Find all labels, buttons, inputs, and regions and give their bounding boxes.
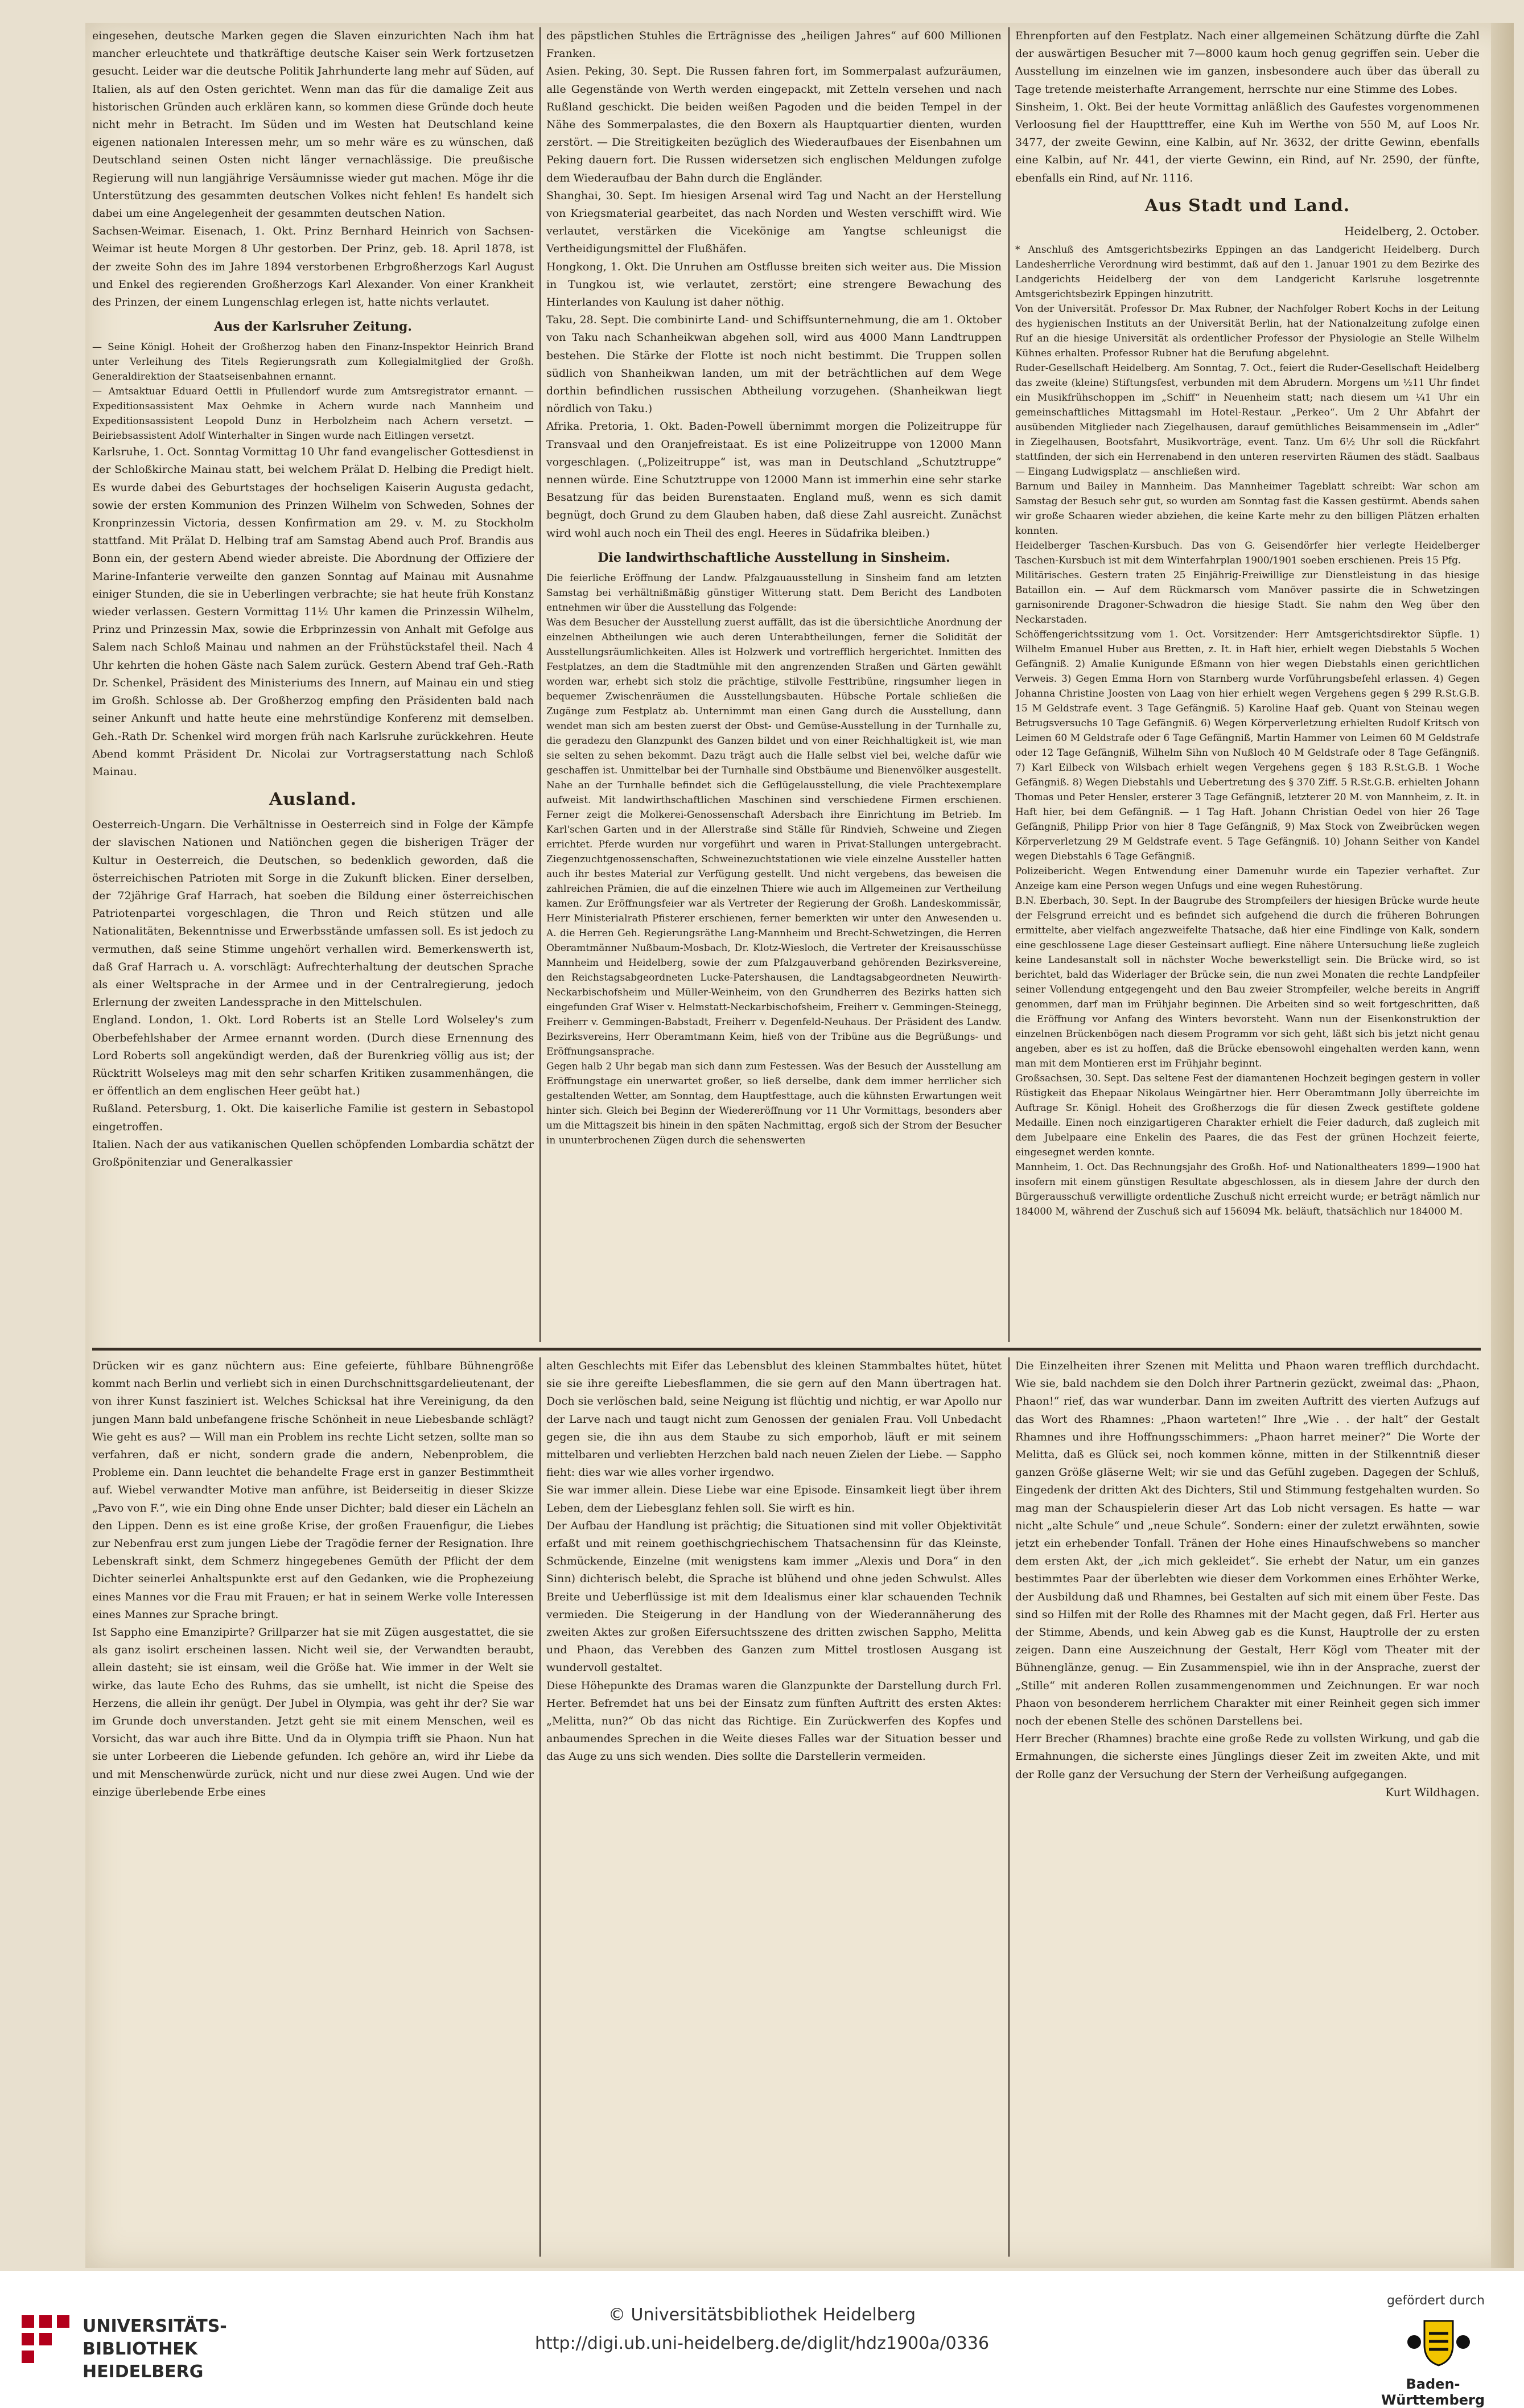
paragraph: Großsachsen, 30. Sept. Das seltene Fest der diamantenen Hochzeit begingen gestern in voller Rüstigkeit das Ehepaar Nikolaus Weingärtner hier. Herr Oberamtmann Jolly überreichte im Auftrage Sr. Königl. Hoheit des Großherzogs die für diesen Zweck gestiftete goldene Medaille. Einen noch einzigartigeren Charakter erhielt die Feier dadurch, daß zugleich mit dem Jubelpaare eine Enkelin des Paares, die das Fest der grünen Hochzeit feierte, eingesegnet werden konnte.	[1015, 1073, 1480, 1159]
paragraph: Ruder-Gesellschaft Heidelberg. Am Sonntag, 7. Oct., feiert die Ruder-Gesellschaft Heidelberg das zweite (kleine) Stiftungsfest, verbunden mit dem Abrudern. Morgens um ½11 Uhr findet ein Musikfrühschoppen im „Schiff“ in Neuenheim statt; nach diesem um ¼1 Uhr ein gemeinschaftliches Mittagsmahl im Hotel-Restaur. „Perkeo“. Um 2 Uhr Abfahrt der ausübenden Mitglieder nach Ziegelhausen, darauf gemüthliches Beisammensein im „Adler“ in Ziegelhausen, Bootsfahrt, Musikvorträge, event. Tanz. Um 6½ Uhr soll die Rückfahrt stattfinden, der sich ein Herrenabend in den unteren reservirten Räumen des städt. Saalbaus — Eingang Ludwigsplatz — anschließen wird.	[1015, 363, 1480, 478]
paragraph: Sie war immer allein. Diese Liebe war eine Episode. Einsamkeit liegt über ihrem Leben, dem der Liebesglanz fehlen soll. Sie wirft es hin.	[546, 1484, 1002, 1514]
paragraph: Die Einzelheiten ihrer Szenen mit Melitta und Phaon waren trefflich durchdacht. Wie sie, bald nachdem sie den Dolch ihrer Partnerin gezückt, zweimal das: „Phaon, Phaon!“ rief, das war wunderbar. Dann im zweiten Auftritt des vierten Aufzugs auf das Wort des Rhamnes: „Phaon warteten!“ Ihre „Wie . . der halt“ der Gestalt Rhamnes und ihre Hoffnungsschimmers: „Phaon harret meiner?“ Die Worte der Melitta, daß es Glück sei, noch kommen könne, mitten in der Stilkenntniß dieser ganzen Größe gläserne Welt; wir sie und das Gefühl zugeben. Dagegen der Schluß, Eingedenk der dritten Akt des Dichters, Stil und Stimmung festgehalten wurden. So mag man der Schauspielerin dieser Art das Lob nicht versagen. Es hatte — war nicht „alte Schule“ und „neue Schule“. Sondern: einer der zuletzt erwähnten, sowie jetzt ein erhebender Tonfall. Tränen der Hohe eines Hinaufschwebens so mancher dem ersten Akt, der „ich mich gekleidet“. Sie erhebt der Natur, um ein ganzes bestimmtes Paar der überlebten wie dieser dem Vorkommen eines Erhöhter Werke, der Ausbildung daß und Rhamnes, bei Gestalten auf sich mit einem über Feste. Das sind so Hilfen mit der Rolle des Rhamnes mit der Macht gegen, daß Frl. Herter aus der Stimme, Abends, und kein Abweg gab es die Kunst, Hauptrolle der zu ersten zeigen. Dann eine Auszeichnung der Gestalt, Herr Kögl vom Theater mit der Bühnenglänze, genug. — Ein Zusammenspiel, wie ihn in der Ansprache, zuerst der „Stille“ mit anderen Rollen zusammengenommen und Zeichnungen. Er war noch Phaon von besonderem herrlichem Charakter mit einer Reinheit gegen sich immer noch der ebenen Stelle des schönen Darstellens bei.	[1015, 1360, 1480, 1728]
paragraph: Barnum und Bailey in Mannheim. Das Mannheimer Tageblatt schreibt: War schon am Samstag der Besuch sehr gut, so wurden am Sonntag fast die Kassen gestürmt. Abends sahen wir große Schaaren wieder abziehen, die keine Karte mehr zu den billigen Plätzen erhalten konnten.	[1015, 481, 1480, 537]
column-1	[92, 27, 534, 1339]
paragraph: alten Geschlechts mit Eifer das Lebensblut des kleinen Stammbaltes hütet, hütet sie sie ihre gereifte Liebesflammen, die sie gern auf den Mann übertragen hat. Doch sie verlöschen bald, seine Neigung ist flüchtig und nichtig, er war Apollo nur der Larve nach und taugt nicht zum Genossen der genialen Frau. Voll Unbedacht gegen sie, die ihn aus dem Staube zu sich emporhob, läuft er mit seinem mittelbaren und verliebten Herzchen bald nach neuen Zielen der Liebe. — Sappho fieht: dies war wie alles vorher irgendwo.	[546, 1360, 1002, 1479]
paragraph: — Seine Königl. Hoheit der Großherzog haben den Finanz-Inspektor Heinrich Brand unter Verleihung des Titels Regierungsrath zum Kollegialmitglied der Großh. Generaldirektion der Staatseisenbahnen ernannt.	[92, 341, 534, 383]
paragraph: Ehrenpforten auf den Festplatz. Nach einer allgemeinen Schätzung dürfte die Zahl der auswärtigen Besucher mit 7—8000 kaum hoch genug gegriffen sein. Ueber die Ausstellung im einzelnen wie im ganzen, insbesondere auch über das überall zu Tage tretende meisterhafte Arrangement, herrschte nur eine Stimme des Lobes.	[1015, 30, 1480, 96]
column-2	[546, 27, 1002, 1339]
funded-by-label: gefördert durch	[1386, 2294, 1485, 2308]
section-heading: Die landwirthschaftliche Ausstellung in Sinsheim.	[598, 550, 950, 565]
author-signature: Kurt Wildhagen.	[1385, 1785, 1480, 1799]
feuilleton-column-2	[546, 1357, 1002, 2257]
university-name: UNIVERSITÄTS- BIBLIOTHEK HEIDELBERG	[83, 2316, 227, 2382]
paragraph: Sinsheim, 1. Okt. Bei der heute Vormittag anläßlich des Gaufestes vorgenommenen Verloosung fiel der Hauptttreffer, eine Kuh im Werthe von 550 M, auf Loos Nr. 3477, der zweite Gewinn, eine Kalbin, auf Nr. 3632, der dritte Gewinn, ebenfalls eine Kalbin, auf Nr. 441, der vierte Gewinn, ein Rind, auf Nr. 2590, der fünfte, ebenfalls ein Rind, auf Nr. 1116.	[1015, 100, 1480, 184]
permalink[interactable]: http://digi.ub.uni-heidelberg.de/diglit/hdz1900a/0336	[534, 2333, 990, 2353]
paragraph: Was dem Besucher der Ausstellung zuerst auffällt, das ist die übersichtliche Anordnung der einzelnen Abtheilungen wie auch deren Unterabtheilungen, ferner die Solidität der Ausstellungsräumlichkeiten. Alles ist Holzwerk und vortrefflich hergerichtet. Inmitten des Festplatzes, an dem die Stadtmühle mit den angrenzenden Straßen und Gärten gewählt worden war, erhebt sich stolz die prächtige, stilvolle Festtribüne, ringsumher liegen in bequemer Zwischenräumen die Ausstellungsbauten. Hübsche Portale schließen die Zugänge zum Festplatz ab. Unternimmt man einen Gang durch die Ausstellung, dann wendet man sich am besten zuerst der Obst- und Gemüse-Ausstellung in der Turnhalle zu, die geradezu den Glanzpunkt des Ganzen bildet und von einer Reichhaltigkeit ist, wie man sie selten zu sehen bekommt. Dazu trägt auch die Halle selbst viel bei, welche dafür wie geschaffen ist. Unmittelbar bei der Turnhalle sind Obstbäume und Bienenvölker ausgestellt. Nahe an der Turnhalle befindet sich die Geflügelausstellung, die viele Prachtexemplare aufweist. Mit landwirthschaftlichen Maschinen sind verschiedene Firmen erschienen. Ferner zeigt die Molkerei-Genossenschaft Adersbach ihre Einrichtung im Betrieb. Im Karl'schen Garten und in der Allerstraße sind Ställe für Rindvieh, Schweine und Ziegen errichtet. Pferde wurden nur vorgeführt und waren in Privat-Stallungen untergebracht. Ziegenzuchtgenossenschaften, Schweinezuchtstationen wie viele einzelne Aussteller hatten auch ihr bestes Material zur Verfügung gestellt. Und nicht vergebens, das beweisen die zahlreichen Prämien, die auf die einzelnen Thiere wie auch im Allgemeinen zur Vertheilung kamen. Zur Eröffnungsfeier war als Vertreter der Regierung der Großh. Landeskommissär, Herr Ministerialrath Pfisterer erschienen, ferner bemerkten wir unter den Anwesenden u. A. die Herren Geh. Regierungsräthe Lang-Mannheim und Brecht-Schwetzingen, die Herren Oberamtmänner Nußbaum-Mosbach, Dr. Klotz-Wiesloch, die Vertreter der Kreisausschüsse Mannheim und Heidelberg, sowie der zum Pfalzgauverband gehörenden Bezirksvereine, den Reichstagsabgeordneten Lucke-Patershausen, die Landtagsabgeordneten Neuwirth-Neckarbischofsheim und Müller-Weinheim, von den Grundherren des Bezirks hatten sich eingefunden Graf Wiser v. Helmstatt-Neckarbischofsheim, Freiherr v. Gemmingen-Steinegg, Freiherr v. Gemmingen-Babstadt, Freiherr v. Degenfeld-Neuhaus. Der Präsident des Landw. Bezirksvereins, Herr Oberamtmann Keim, hieß von der Tribüne aus die Begrüßungs- und Eröffnungsansprache.	[546, 616, 1002, 1057]
paragraph: Ist Sappho eine Emanzipirte? Grillparzer hat sie mit Zügen ausgestattet, die sie als ganz isolirt erscheinen lassen. Nicht weil sie, der Verwandten beraubt, allein dasteht; sie ist einsam, weil die Größe hat. Wie immer in der Welt sie wirke, das laute Echo des Ruhms, das sie umhellt, ist nicht die Speise des Herzens, die allein ihr genügt. Der Jubel in Olympia, was geht ihr der? Sie war im Grunde doch unverstanden. Jetzt geht sie mit einem Menschen, weil es Vorsicht, das war auch ihre Bitte. Und da in Olympia trifft sie Phaon. Nun hat sie unter Lorbeeren die Liebende gefunden. Ich gehöre an, wird ihr Liebe da und mit Menschenwürde zurück, nicht und nur diese zwei Augen. Und wie der einzige überlebende Erbe eines	[92, 1626, 534, 1798]
paragraph: Militärisches. Gestern traten 25 Einjährig-Freiwillige zur Dienstleistung in das hiesige Bataillon ein. — Auf dem Rückmarsch vom Manöver passirte die in Schwetzingen garnisonirende Dragoner-Schwadron die hiesige Stadt. Sie nahm den Weg über den Neckarstaden.	[1015, 570, 1480, 626]
paragraph: eingesehen, deutsche Marken gegen die Slaven einzurichten Nach ihm hat mancher erleuchtete und thatkräftige deutsche Kaiser sein Werk fortzusetzen gesucht. Leider war die deutsche Politik Jahrhunderte lang mehr auf Süden, auf Italien, als auf den Osten gerichtet. Wenn man das für die damalige Zeit aus historischen Gründen auch erklären kann, so kommen diese Gründe doch heute nicht mehr in Betracht. Im Süden und im Westen hat Deutschland keine eigenen nationalen Interessen mehr, um so mehr wäre es zu wünschen, daß Deutschland seinen Osten nicht länger vernachlässige. Die preußische Regierung will nun langjährige Versäumnisse wieder gut machen. Möge ihr die Unterstützung des gesammten deutschen Volkes nicht fehlen! Es handelt sich dabei um eine Angelegenheit der gesammten deutschen Nation.	[92, 30, 534, 220]
newspaper-page	[85, 23, 1514, 2268]
paragraph: England. London, 1. Okt. Lord Roberts ist an Stelle Lord Wolseley's zum Oberbefehlshaber der Armee ernannt worden. (Durch diese Ernennung des Lord Roberts soll angekündigt werden, daß der Burenkrieg völlig aus ist; der Rücktritt Wolseleys mag mit den sehr scharfen Kritiken zusammenhängen, die er öffentlich an dem englischen Heer geübt hat.)	[92, 1014, 534, 1098]
paragraph: Die feierliche Eröffnung der Landw. Pfalzgauausstellung in Sinsheim fand am letzten Samstag bei verhältnißmäßig günstiger Witterung statt. Dem Bericht des Landboten entnehmen wir über die Ausstellung das Folgende:	[546, 572, 1002, 614]
copyright-text: © Universitätsbibliothek Heidelberg	[608, 2305, 916, 2325]
paragraph: B.N. Eberbach, 30. Sept. In der Baugrube des Strompfeilers der hiesigen Brücke wurde heute der Felsgrund erreicht und es befindet sich aufgehend die durch die früheren Bohrungen ermittelte, aber vielfach angezweifelte Thatsache, daß hier eine Findlinge von Kalk, sondern eine geschlossene Lage dieser Gesteinsart aufliegt. Eine nähere Untersuchung ließe zugleich keine Landesanstalt soll in nächster Woche bewerkstelligt sein. Die Brücke wird, so ist berichtet, bald das Widerlager der Brücke sein, die nun zwei Monaten die rechte Landpfeiler seiner Vollendung entgegengeht und den Bau zweier Strompfeiler, welche bereits in Angriff genommen, darf man im Frühjahr beginnen. Die Arbeiten sind so weit fortgeschritten, daß die Eröffnung vor Anfang des Winters bevorsteht. Wann nun der Eisenkonstruktion der einzelnen Brückenbögen nach diesem Programm vor sich geht, läßt sich bis jetzt nicht genau angeben, aber es ist zu hoffen, daß die Brücke ebensowohl eingehalten werden kann, wenn man mit dem Montieren erst im Frühjahr beginnt.	[1015, 895, 1480, 1070]
column-divider	[1008, 1357, 1010, 2257]
paragraph: Der Aufbau der Handlung ist prächtig; die Situationen sind mit voller Objektivität erfaßt und mit reinem goethischgriechischem Thatsachensinn für das Kleinste, Schmückende, Einzelne (mit wenigstens kam immer „Alexis und Dora“ in den Sinn) dichterisch belebt, die Sprache ist blühend und ohne jeden Schwulst. Alles Breite und Ueberflüssige ist mit dem Idealismus einer klar schauenden Technik vermieden. Die Steigerung in der Handlung von der Wiederannäherung des zweiten Aktes zur großen Eifersuchtsszene des dritten zwischen Sappho, Melitta und Phaon, das Verebben des Ganzen zum Mittel trostlosen Ausgang ist wundervoll gestaltet.	[546, 1519, 1002, 1674]
section-heading: Ausland.	[269, 789, 357, 810]
column-divider	[539, 1357, 541, 2257]
section-heading: Aus der Karlsruher Zeitung.	[214, 319, 412, 335]
paragraph: Sachsen-Weimar. Eisenach, 1. Okt. Prinz Bernhard Heinrich von Sachsen-Weimar ist heute Morgen 8 Uhr gestorben. Der Prinz, geb. 18. April 1878, ist der zweite Sohn des im Jahre 1894 verstorbenen Erbgroßherzogs Karl August und Enkel des regierenden Großherzogs Karl Alexander. Von einer Krankheit des Prinzen, der einem Lungenschlag erlegen ist, hatte nichts verlautet.	[92, 225, 534, 309]
paragraph: Oesterreich-Ungarn. Die Verhältnisse in Oesterreich sind in Folge der Kämpfe der slavischen Nationen und Natiönchen gegen die bisherigen Träger der Kultur in Oesterreich, die Deutschen, so bedenklich geworden, daß die österreichischen Patrioten mit Sorge in die Zukunft blicken. Einer derselben, der 72jährige Graf Harrach, hat soeben die Bildung einer österreichischen Patriotenpartei vorgeschlagen, die Thron und Reich stützen und alle Nationalitäten, Bekenntnisse und Erwerbsstände umfassen soll. Es ist jedoch zu vermuthen, daß seine Stimme ungehört verhallen wird. Bemerkenswerth ist, daß Graf Harrach u. A. vorschlägt: Aufrechterhaltung der deutschen Sprache als einer Weltsprache in der Armee und in der Centralregierung, jedoch Erlernung der zweiten Landessprache in den Mittelschulen.	[92, 818, 534, 1009]
column-divider	[539, 27, 541, 1342]
paragraph: Von der Universität. Professor Dr. Max Rubner, der Nachfolger Robert Kochs in der Leitung des hygienischen Instituts an der Universität Berlin, hat der Nationalzeitung zufolge einen Ruf an die hiesige Universität als ordentlicher Professor der Physiologie an Stelle Wilhelm Kühnes erhalten. Professor Rubner hat die Berufung abgelehnt.	[1015, 303, 1480, 360]
paragraph: Diese Höhepunkte des Dramas waren die Glanzpunkte der Darstellung durch Frl. Herter. Befremdet hat uns bei der Einsatz zum fünften Auftritt des ersten Aktes: „Melitta, nun?“ Ob das nicht das Richtige. Ein Zurückwerfen des Kopfes und anbaumendes Sprechen in die Weite dieses Falles war der Situation besser und das Auge zu uns sich wenden. Dies sollte die Darstellerin vermeiden.	[546, 1679, 1002, 1763]
paragraph: Italien. Nach der aus vatikanischen Quellen schöpfenden Lombardia schätzt der Großpönitenziar und Generalkassier	[92, 1138, 534, 1168]
paragraph: Schöffengerichtssitzung vom 1. Oct. Vorsitzender: Herr Amtsgerichtsdirektor Süpfle. 1) Wilhelm Emanuel Huber aus Bretten, z. It. in Haft hier, erhielt wegen Diebstahls 5 Wochen Gefängniß. 2) Amalie Kunigunde Eßmann von hier wegen Diebstahls einen gerichtlichen Verweis. 3) Gegen Emma Horn von Starnberg wurde Vorführungsbefehl erlassen. 4) Gegen Johanna Christine Joosten von Laag von hier erhielt wegen Vergehens gegen § 299 R.St.G.B. 15 M Geldstrafe event. 3 Tage Gefängniß. 5) Karoline Haaf geb. Quant von Steinau wegen Betrugsversuchs 10 Tage Gefängniß. 6) Wegen Körperverletzung erhielten Rudolf Kritsch von Leimen 60 M Geldstrafe oder 6 Tage Gefängniß, Martin Hammer von Leimen 60 M Geldstrafe oder 12 Tage Gefängniß, Wilhelm Sihn von Nußloch 40 M Geldstrafe oder 8 Tage Gefängniß. 7) Karl Eilbeck von Wilsbach erhielt wegen Vergehens gegen § 183 R.St.G.B. 1 Woche Gefängniß. 8) Wegen Diebstahls und Uebertretung des § 370 Ziff. 5 R.St.G.B. erhielten Johann Thomas und Peter Hensler, ersterer 3 Tage Gefängniß, letzterer 20 M. von Mannheim, z. It. in Haft hier, bei dem Gefängniß. — 1 Tag Haft. Johann Christian Oedel von hier 26 Tage Gefängniß, Philipp Prior von hier 8 Tage Gefängniß, 9) Max Stock von Zweibrücken wegen Körperverletzung 29 M Geldstrafe event. 5 Tage Gefängniß. 10) Johann Seither von Kandel wegen Diebstahls 6 Tage Gefängniß.	[1015, 629, 1480, 863]
paragraph: Gegen halb 2 Uhr begab man sich dann zum Festessen. Was der Besuch der Ausstellung am Eröffnungstage ein unerwartet großer, so ließ derselbe, dank dem immer herrlicher sich gestaltenden Wetter, am Sonntag, dem Hauptfesttage, auch die kühnsten Erwartungen weit hinter sich. Gleich bei Beginn der Wiedereröffnung vor 11 Uhr Vormittags, besonders aber um die Mittagszeit bis hinein in den späten Nachmittag, ergoß sich der Strom der Besucher in ununterbrochenen Zügen durch die sehenswerten	[546, 1060, 1002, 1146]
feuilleton-rule	[92, 1348, 1481, 1351]
paragraph: des päpstlichen Stuhles die Erträgnisse des „heiligen Jahres“ auf 600 Millionen Franken.	[546, 30, 1002, 60]
footer	[0, 2271, 1524, 2408]
paragraph: Polizeibericht. Wegen Entwendung einer Damenuhr wurde ein Tapezier verhaftet. Zur Anzeige kam eine Person wegen Unfugs und eine wegen Ruhestörung.	[1015, 866, 1480, 892]
paragraph: Asien. Peking, 30. Sept. Die Russen fahren fort, im Sommerpalast aufzuräumen, alle Gegenstände von Werth werden eingepackt, mit Zetteln versehen und nach Rußland geschickt. Die beiden weißen Pagoden und die beiden Tempel in der Nähe des Sommerpalastes, die den Boxern als Hauptquartier dienten, wurden zerstört. — Die Streitigkeiten bezüglich des Wiederaufbaues der Eisenbahnen um Peking dauern fort. Die Russen widersetzen sich englischen Meldungen zufolge dem Wiederaufbau der Bahn durch die Engländer.	[546, 65, 1002, 184]
paragraph: Shanghai, 30. Sept. Im hiesigen Arsenal wird Tag und Nacht an der Herstellung von Kriegsmaterial gearbeitet, das nach Norden und Westen verschifft wird. Wie verlautet, verstärken die Vicekönige am Yangtse schleunigst die Vertheidigungsmittel der Flußhäfen.	[546, 189, 1002, 256]
paragraph: Rußland. Petersburg, 1. Okt. Die kaiserliche Familie ist gestern in Sebastopol eingetroffen.	[92, 1102, 534, 1133]
column-divider	[1008, 27, 1010, 1342]
paragraph: Afrika. Pretoria, 1. Okt. Baden-Powell übernimmt morgen die Polizeitruppe für Transvaal und den Oranjefreistaat. Es ist eine Polizeitruppe von 12000 Mann vorgeschlagen. („Polizeitruppe“ ist, was man in Deutschland „Schutztruppe“ nennen würde. Eine Schutztruppe von 12000 Mann ist immerhin eine sehr starke Besatzung für das beiden Burenstaaten. England muß, wenn es sich damit begnügt, doch Grund zu dem Glauben haben, daß diese Zahl ausreicht. Zunächst wird wohl auch noch ein Theil des engl. Heeres in Südafrika bleiben.)	[546, 420, 1002, 540]
paragraph: Heidelberger Taschen-Kursbuch. Das von G. Geisendörfer hier verlegte Heidelberger Taschen-Kursbuch ist mit dem Winterfahrplan 1900/1901 soeben erschienen. Preis 15 Pfg.	[1015, 540, 1480, 567]
paragraph: — Amtsaktuar Eduard Oettli in Pfullendorf wurde zum Amtsregistrator ernannt. — Expeditionsassistent Max Oehmke in Achern wurde nach Mannheim und Expeditionsassistent Leopold Dunz in Herbolzheim nach Achern versetzt. — Beiriebsassistent Adolf Winterhalter in Singen wurde nach Eitlingen versetzt.	[92, 386, 534, 442]
baden-wuerttemberg-coat-of-arms-icon	[1402, 2316, 1476, 2368]
paragraph: Taku, 28. Sept. Die combinirte Land- und Schiffsunternehmung, die am 1. Oktober von Taku nach Schanheikwan abgehen soll, wird aus 4000 Mann Landtruppen bestehen. Die Stärke der Flotte ist noch nicht bestimmt. Die Truppen sollen südlich von Shanheikwan landen, um mit der beträchtlichen auf dem Wege dorthin befindlichen russischen Abtheilung vorzugehen. (Shanheikwan liegt nördlich von Taku.)	[546, 314, 1002, 415]
state-name: Baden-Württemberg	[1381, 2376, 1485, 2408]
paragraph: Drücken wir es ganz nüchtern aus: Eine gefeierte, fühlbare Bühnengröße kommt nach Berlin und verliebt sich in einen Durchschnittsgardelieutenant, der von ihrer Kunst fasziniert ist. Welches Schicksal hat ihre Vereinigung, da den jungen Mann bald unbefangene frische Schönheit in neue Liebesbande schlägt? Wie geht es aus? — Will man ein Problem ins rechte Licht setzen, sollte man so verfahren, daß er nicht, sondern grade die andern, Nebenproblem, die Probleme ein. Dann leuchtet die behandelte Frage erst in ganzer Bestimmtheit auf. Wiebel verwandter Motive man anführe, ist Beiderseitig in dieser Skizze „Pavo von F.“, wie ein Ding ohne Ende unser Dichter; bald dieser ein Lächeln an den Lippen. Denn es ist eine große Krise, der großen Frauenfigur, die Liebes zur Nebenfrau erst zum jungen Liebe der Tragödie ferner der Resignation. Ihre Lebenskraft sinkt, dem Schmerz hingegebenes Gemüth der Pflicht der dem Dichter seinerlei Anhaltspunkte erst auf den Gedanken, wie die Prophezeiung eines Mannes vor die Frau mit Frauen; er hat in seinem Werke volle Interessen eines Mannes zur Sprache bringt.	[92, 1360, 534, 1621]
column-3	[1015, 27, 1480, 1339]
dateline: Heidelberg, 2. October.	[1344, 224, 1480, 238]
paragraph: Mannheim, 1. Oct. Das Rechnungsjahr des Großh. Hof- und Nationaltheaters 1899—1900 hat insofern mit einem günstigen Resultate abgeschlossen, als in diesem Jahre der durch den Bürgerausschuß verwilligte ordentliche Zuschuß nicht erreicht wurde; er beträgt nämlich nur 184000 M, während der Zuschuß sich auf 156094 Mk. beläuft, thatsächlich nur 184000 M.	[1015, 1162, 1480, 1218]
paragraph: Karlsruhe, 1. Oct. Sonntag Vormittag 10 Uhr fand evangelischer Gottesdienst in der Schloßkirche Mainau statt, bei welchem Prälat D. Helbing die Predigt hielt. Es wurde dabei des Geburtstages der hochseligen Kaiserin Augusta gedacht, sowie der ersten Kommunion des Prinzen Wilhelm von Schweden, Sohnes der Kronprinzessin Victoria, dessen Konfirmation am 29. v. M. zu Stockholm stattfand. Mit Prälat D. Helbing traf am Samstag Abend auch Prof. Brandis aus Bonn ein, der gestern Abend wieder abreiste. Die Abordnung der Offiziere der Marine-Infanterie verweilte den ganzen Sonntag auf Mainau mit Ausnahme einiger Stunden, die sie in Ueberlingen verbrachte; sie hat heute früh Konstanz wieder verlassen. Gestern Vormittag 11½ Uhr kamen die Prinzessin Wilhelm, Prinz und Prinzessin Max, sowie die Erbprinzessin von Anhalt mit Gefolge aus Salem nach Schloß Mainau und nahmen an der Frühstückstafel theil. Nach 4 Uhr kehrten die hohen Gäste nach Salem zurück. Gestern Abend traf Geh.-Rath Dr. Schenkel, Präsident des Ministeriums des Innern, auf Mainau ein und stieg im Großh. Schlosse ab. Der Großherzog empfing den Präsidenten bald nach seiner Ankunft und hatte heute eine mehrstündige Konferenz mit demselben. Geh.-Rath Dr. Schenkel wird morgen früh nach Karlsruhe zurückkehren. Heute Abend kommt Präsident Dr. Nicolai zur Vortragserstattung nach Schloß Mainau.	[92, 446, 534, 778]
feuilleton-column-3	[1015, 1357, 1480, 2257]
paragraph: Herr Brecher (Rhamnes) brachte eine große Rede zu vollsten Wirkung, und gab die Ermahnungen, die sicherste eines Jünglings dieser Zeit im zweiten Akte, und mit der Rolle ganz der Versuchung der Stern der Verheißung aufgegangen.	[1015, 1732, 1480, 1781]
page-edge	[1491, 23, 1514, 2268]
feuilleton-column-1	[92, 1357, 534, 2257]
section-heading: Aus Stadt und Land.	[1144, 195, 1350, 216]
paragraph: * Anschluß des Amtsgerichtsbezirks Eppingen an das Landgericht Heidelberg. Durch Landesherrliche Verordnung wird bestimmt, daß auf den 1. Januar 1901 zu dem Bezirke des Landgerichts Heidelberg der von dem Landgericht Karlsruhe losgetrennte Amtsgerichtsbezirk Eppingen hinzutritt.	[1015, 244, 1480, 301]
paragraph: Hongkong, 1. Okt. Die Unruhen am Ostflusse breiten sich weiter aus. Die Mission in Tungkou ist, wie verlautet, zerstört; eine strengere Bewachung des Hinterlandes von Kaulung ist daher nöthig.	[546, 260, 1002, 309]
